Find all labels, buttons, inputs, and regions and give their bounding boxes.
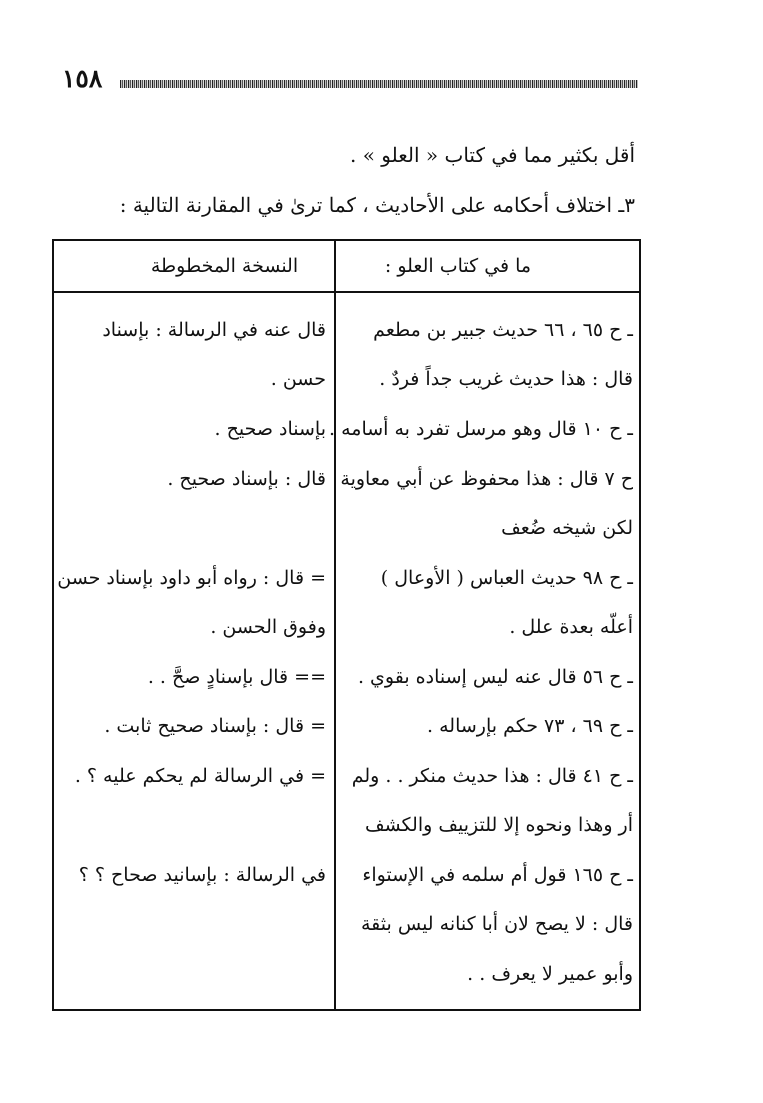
comparison-table [52,239,641,1011]
right-line: قال : هذا حديث غريب جداً فردٌ . [379,368,633,390]
right-line: أر وهذا ونحوه إلا للتزييف والكشف [364,814,633,836]
table-body-row [53,292,640,1010]
left-column-body [54,293,334,1009]
header-rule [120,80,638,88]
intro-line-2: ٣ـ اختلاف أحكامه على الأحاديث ، كما ترىٰ في المقارنة التالية : [119,193,635,217]
intro-line-1: أقل بكثير مما في كتاب « العلو » . [350,143,635,167]
left-line: وفوق الحسن . [210,616,326,638]
right-line: لكن شيخه ضُعف [501,517,633,539]
header-right-column: ما في كتاب العلو : [335,240,640,292]
right-line: ح ٧ قال : هذا محفوظ عن أبي معاوية [340,468,633,490]
right-line: ـ ح ١٦٥ قول أم سلمه في الإستواء [362,864,633,886]
right-line: ـ ح ٦٥ ، ٦٦ حديث جبير بن مطعم [373,319,633,341]
left-line: قال عنه في الرسالة : بإسناد [102,319,326,341]
header-left-column: النسخة المخطوطة [53,240,335,292]
left-line: == قال بإسنادٍ صحَّ . . [147,666,326,688]
left-column-cell [53,292,335,1010]
right-line: أعلّه بعدة علل . [509,616,633,638]
right-line: قال : لا يصح لان أبا كنانه ليس بثقة [360,913,633,935]
right-line: ـ ح ١٠ قال وهو مرسل تفرد به أسامه . [329,418,633,440]
table-header-row [53,240,640,292]
left-line: بإسناد صحيح . [214,418,326,440]
right-line: ـ ح ٤١ قال : هذا حديث منكر . . ولم [351,765,633,787]
right-column-body [329,293,639,1009]
left-line: في الرسالة : بإسانيد صحاح ؟ ؟ [78,864,326,886]
right-line: وأبو عمير لا يعرف . . [467,963,633,985]
right-line: ـ ح ٥٦ قال عنه ليس إسناده بقوي . [357,666,633,688]
left-line: = قال : رواه أبو داود بإسناد حسن [57,567,326,589]
page-number: ١٥٨ [62,64,103,93]
right-line: ـ ح ٩٨ حديث العباس ( الأوعال ) [380,567,633,589]
left-line: = في الرسالة لم يحكم عليه ؟ . [74,765,326,787]
left-line: حسن . [270,368,326,390]
right-column-cell [329,292,640,1010]
right-line: ـ ح ٦٩ ، ٧٣ حكم بإرساله . [427,715,633,737]
left-line: = قال : بإسناد صحيح ثابت . [104,715,326,737]
left-line: قال : بإسناد صحيح . [167,468,326,490]
